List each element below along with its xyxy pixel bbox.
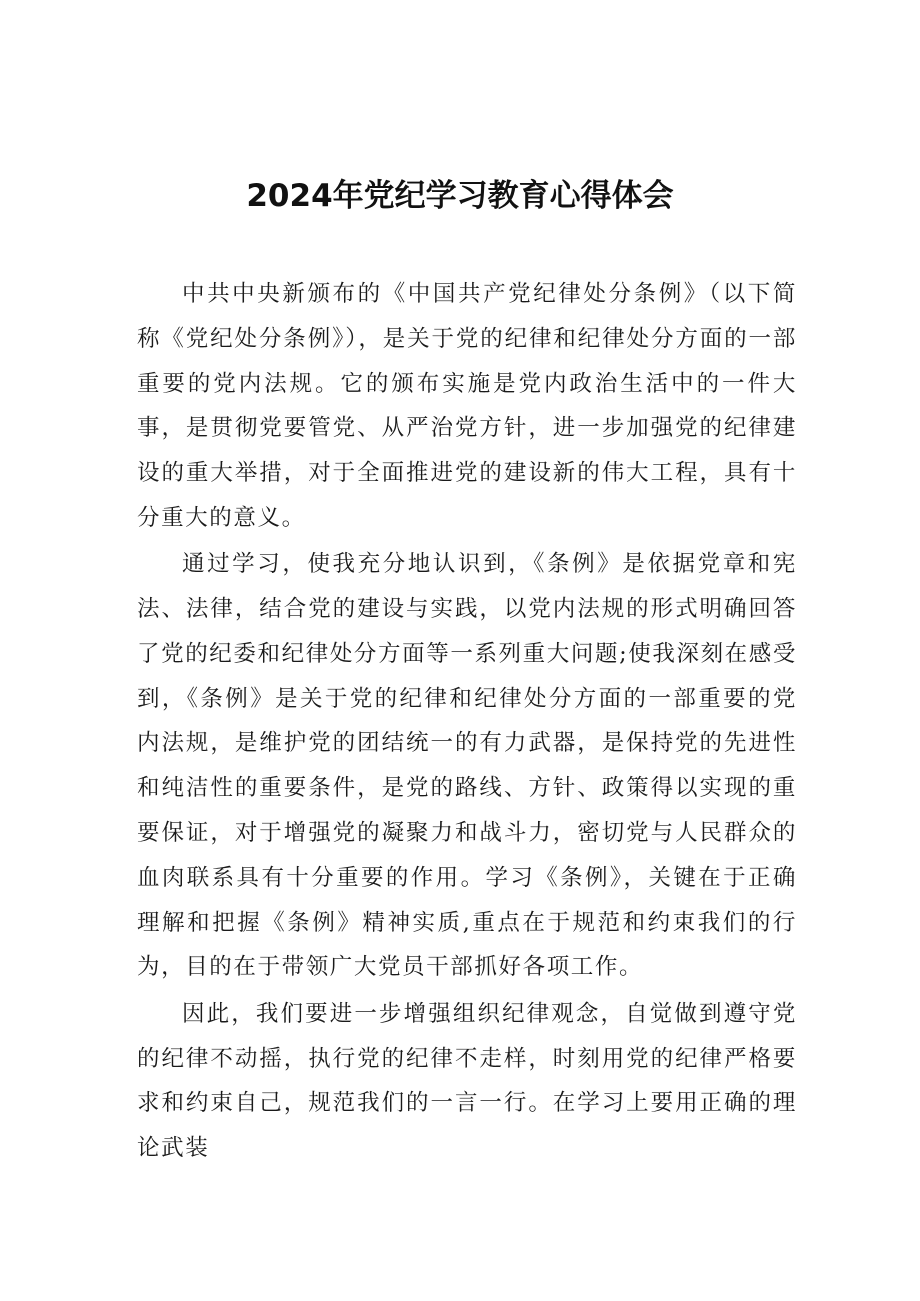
document-title: 2024年党纪学习教育心得体会 <box>246 178 674 214</box>
paragraph-2: 通过学习，使我充分地认识到，《条例》是依据党章和宪法、法律，结合党的建设与实践，以党内法规的形式明确回答了党的纪委和纪律处分方面等一系列重大问题;使我深刻在感受到，《条例》是关于党的纪律和纪律处分方面的一部重要的党内法规，是维护党的团结统一的有力武器，是保持党的先进性和纯洁性的重要条件，是党的路线、方针、政策得以实现的重要保证，对于增强党的凝聚力和战斗力，密切党与人民群众的血肉联系具有十分重要的作用。学习《条例》，关键在于正确理解和把握《条例》精神实质,重点在于规范和约束我们的行为，目的在于带领广大党员干部抓好各项工作。 <box>137 551 797 981</box>
paragraph-1: 中共中央新颁布的《中国共产党纪律处分条例》（以下简称《党纪处分条例》），是关于党的纪律和纪律处分方面的一部重要的党内法规。它的颁布实施是党内政治生活中的一件大事，是贯彻党要管党、从严治党方针，进一步加强党的纪律建设的重大举措，对于全面推进党的建设新的伟大工程，具有十分重大的意义。 <box>137 281 797 531</box>
document-body <box>137 272 797 1172</box>
paragraph-3: 因此，我们要进一步增强组织纪律观念，自觉做到遵守党的纪律不动摇，执行党的纪律不走样，时刻用党的纪律严格要求和约束自己，规范我们的一言一行。在学习上要用正确的理论武装 <box>137 1000 797 1162</box>
